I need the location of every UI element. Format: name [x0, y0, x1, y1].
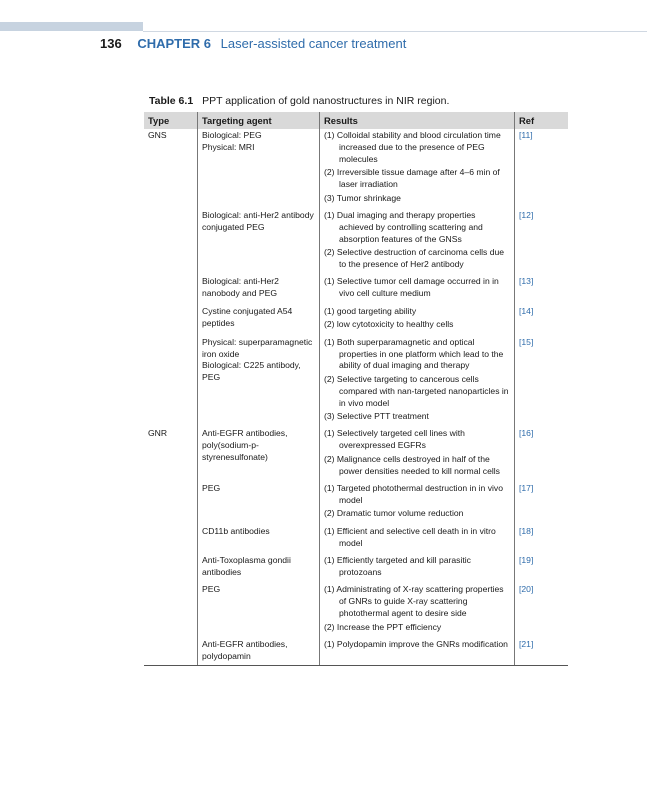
- result-item: (1) Selectively targeted cell lines with overexpressed EGFRs: [324, 428, 465, 451]
- cell-results: [320, 129, 515, 207]
- table-row: [144, 303, 568, 334]
- chapter-title: Laser-assisted cancer treatment: [220, 36, 407, 51]
- table-caption: [149, 95, 449, 107]
- cell-targeting-agent: [198, 523, 320, 552]
- column-header-results: Results: [320, 112, 515, 129]
- result-item: (2) Increase the PPT efficiency: [324, 621, 442, 632]
- column-header-agent: Targeting agent: [198, 112, 320, 129]
- result-item: (1) Efficient and selective cell death in in vitro model: [324, 525, 496, 548]
- agent-line: Biological: PEG: [202, 130, 262, 140]
- cell-results: [320, 207, 515, 274]
- page-number: 136: [100, 36, 122, 51]
- ppt-table: [144, 112, 568, 666]
- reference-link[interactable]: [17]: [519, 483, 534, 494]
- agent-line: PEG: [202, 584, 221, 595]
- cell-type: [144, 636, 198, 665]
- reference-link[interactable]: [15]: [519, 336, 534, 347]
- table-body: [144, 129, 568, 665]
- result-item: (1) Targeted photothermal destruction in in vivo model: [324, 483, 503, 505]
- cell-results: [320, 552, 515, 581]
- result-item: (2) low cytotoxicity to healthy cells: [324, 319, 454, 330]
- reference-link[interactable]: [18]: [519, 525, 534, 536]
- reference-link[interactable]: [20]: [519, 584, 534, 595]
- cell-targeting-agent: [198, 552, 320, 581]
- cell-results: [320, 480, 515, 523]
- cell-targeting-agent: [198, 303, 320, 334]
- result-item: (1) Efficiently targeted and kill parasitic protozoans: [324, 555, 471, 577]
- result-item: (1) good targeting ability: [324, 305, 417, 316]
- cell-ref: [515, 129, 569, 207]
- cell-type: [144, 552, 198, 581]
- table-row: [144, 273, 568, 302]
- result-item: (2) Malignance cells destroyed in half of the power densities needed to kill normal cells: [324, 453, 500, 476]
- cell-results: [320, 636, 515, 665]
- cell-type: [144, 303, 198, 334]
- agent-line: Physical: superparamagnetic iron oxide: [202, 336, 313, 359]
- column-header-ref: Ref: [515, 112, 569, 129]
- table-caption-label: Table 6.1: [149, 95, 194, 107]
- table-row: [144, 334, 568, 426]
- result-item: (1) Administrating of X-ray scattering properties of GNRs to guide X-ray scattering photothermal agent to desire side: [324, 584, 504, 619]
- cell-ref: [515, 273, 569, 302]
- cell-ref: [515, 480, 569, 523]
- table-row: [144, 636, 568, 665]
- result-item: (2) Irreversible tissue damage after 4–6 min of laser irradiation: [324, 167, 500, 190]
- agent-line: PEG: [202, 483, 221, 494]
- cell-ref: [515, 334, 569, 426]
- cell-type: [144, 480, 198, 523]
- table-row: [144, 129, 568, 207]
- table-header-row: [144, 112, 568, 129]
- table-row: [144, 480, 568, 523]
- cell-targeting-agent: [198, 425, 320, 480]
- cell-results: [320, 581, 515, 636]
- agent-line: Biological: anti-Her2 nanobody and PEG: [202, 276, 279, 299]
- cell-ref: [515, 523, 569, 552]
- reference-link[interactable]: [16]: [519, 428, 534, 439]
- agent-line: Anti-EGFR antibodies, poly(sodium-p-styrenesulfonate): [202, 428, 288, 463]
- result-item: (3) Selective PTT treatment: [324, 411, 429, 422]
- cell-results: [320, 273, 515, 302]
- cell-ref: [515, 552, 569, 581]
- result-item: (3) Tumor shrinkage: [324, 192, 401, 203]
- column-header-type: Type: [144, 112, 198, 129]
- header-color-bar: [0, 22, 143, 31]
- cell-type: [144, 581, 198, 636]
- reference-link[interactable]: [14]: [519, 305, 534, 316]
- result-item: (2) Selective targeting to cancerous cells compared with nan-targeted nanoparticles in in vivo model: [324, 373, 509, 408]
- reference-link[interactable]: [11]: [519, 130, 533, 140]
- reference-link[interactable]: [19]: [519, 555, 534, 566]
- cell-ref: [515, 425, 569, 480]
- table-row: [144, 425, 568, 480]
- result-item: (1) Colloidal stability and blood circulation time increased due to the presence of PEG molecules: [324, 130, 501, 164]
- result-item: (2) Selective destruction of carcinoma cells due to the presence of Her2 antibody: [324, 247, 505, 270]
- agent-line: Physical: MRI: [202, 141, 255, 152]
- cell-targeting-agent: [198, 480, 320, 523]
- agent-line: Anti-EGFR antibodies, polydopamin: [202, 639, 288, 661]
- cell-results: [320, 523, 515, 552]
- table-row: [144, 581, 568, 636]
- agent-line: Anti-Toxoplasma gondii antibodies: [202, 555, 291, 577]
- cell-type: [144, 334, 198, 426]
- cell-targeting-agent: [198, 636, 320, 665]
- reference-link[interactable]: [13]: [519, 276, 534, 287]
- cell-type: [144, 207, 198, 274]
- agent-line: CD11b antibodies: [202, 525, 270, 536]
- cell-results: [320, 425, 515, 480]
- cell-targeting-agent: [198, 334, 320, 426]
- table-row: [144, 207, 568, 274]
- reference-link[interactable]: [12]: [519, 209, 534, 220]
- cell-ref: [515, 581, 569, 636]
- cell-targeting-agent: [198, 273, 320, 302]
- cell-type: [144, 523, 198, 552]
- running-header: [100, 36, 406, 51]
- result-item: (1) Both superparamagnetic and optical properties in one platform which lead to the ability of dual imaging and therapy: [324, 336, 504, 371]
- result-item: (1) Selective tumor cell damage occurred in in vivo cell culture medium: [324, 276, 499, 299]
- cell-type: [144, 273, 198, 302]
- header-rule: [143, 31, 647, 32]
- agent-line: Biological: C225 antibody, PEG: [202, 360, 301, 383]
- cell-ref: [515, 636, 569, 665]
- table-caption-text: PPT application of gold nanostructures in NIR region.: [202, 95, 450, 107]
- chapter-label: CHAPTER 6: [137, 36, 212, 51]
- cell-type: GNR: [148, 428, 168, 439]
- cell-targeting-agent: [198, 581, 320, 636]
- agent-line: Cystine conjugated A54 peptides: [202, 305, 293, 328]
- cell-ref: [515, 207, 569, 274]
- cell-ref: [515, 303, 569, 334]
- table-row: [144, 552, 568, 581]
- cell-type: GNS: [148, 130, 167, 140]
- result-item: (1) Polydopamin improve the GNRs modification: [324, 639, 508, 650]
- result-item: (1) Dual imaging and therapy properties achieved by controlling scattering and absorption features of the GNSs: [324, 209, 483, 244]
- result-item: (2) Dramatic tumor volume reduction: [324, 508, 464, 519]
- reference-link[interactable]: [21]: [519, 639, 534, 650]
- cell-results: [320, 334, 515, 426]
- agent-line: Biological: anti-Her2 antibody conjugated PEG: [202, 209, 314, 232]
- table-row: [144, 523, 568, 552]
- cell-results: [320, 303, 515, 334]
- cell-targeting-agent: [198, 207, 320, 274]
- cell-targeting-agent: [198, 129, 320, 207]
